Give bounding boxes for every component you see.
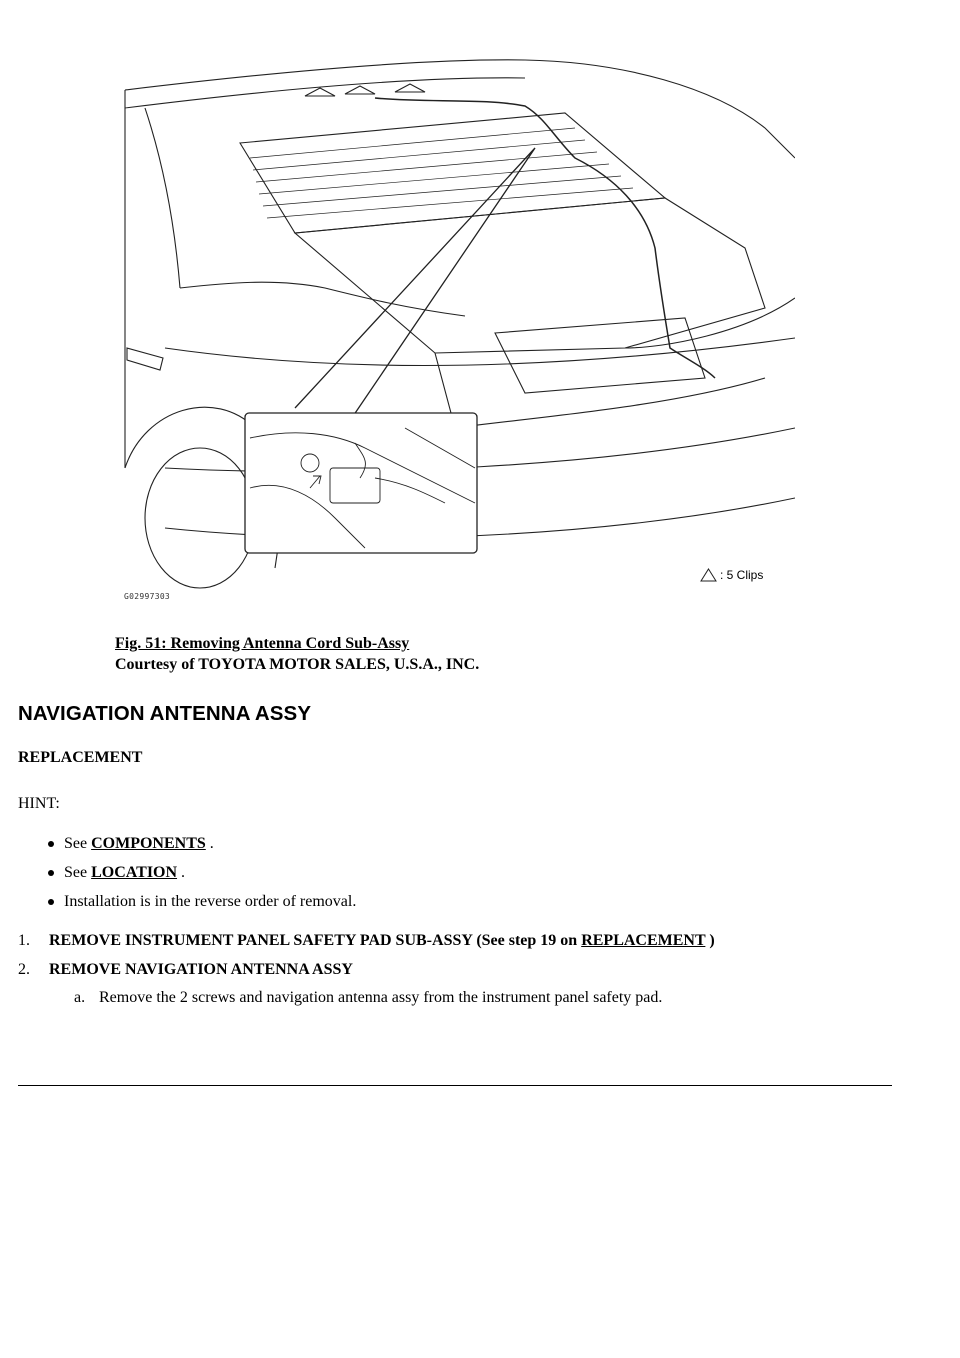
- figure-caption-title[interactable]: Fig. 51: Removing Antenna Cord Sub-Assy: [115, 635, 410, 652]
- hint-list: [48, 834, 356, 921]
- substep-text: Remove the 2 screws and navigation antenna assy from the instrument panel safety pad.: [99, 989, 663, 1006]
- step-suffix: ): [705, 932, 715, 949]
- step-item: [18, 960, 715, 989]
- substep-item: [74, 989, 662, 1007]
- figure-code: G02997303: [124, 592, 171, 601]
- list-item-suffix: .: [177, 864, 186, 881]
- list-item: [48, 863, 356, 892]
- substep-letter: a.: [74, 989, 86, 1006]
- step-item: [18, 931, 715, 960]
- step-text: REMOVE NAVIGATION ANTENNA ASSY: [49, 961, 353, 978]
- replacement-link[interactable]: REPLACEMENT: [581, 932, 706, 949]
- hint-label: HINT:: [18, 795, 60, 812]
- car-rear-trunk-drawing: [105, 48, 795, 608]
- list-item: [48, 834, 356, 863]
- list-item-text: Installation is in the reverse order of removal.: [64, 893, 357, 910]
- section-subheading: REPLACEMENT: [18, 749, 143, 766]
- procedure-steps: [18, 931, 715, 989]
- figure-caption: [115, 633, 479, 675]
- location-link[interactable]: LOCATION: [91, 864, 178, 881]
- section-heading: NAVIGATION ANTENNA ASSY: [18, 702, 312, 725]
- list-item: [48, 892, 356, 921]
- figure-illustration: [105, 48, 795, 608]
- step-number: 2.: [18, 961, 30, 978]
- list-item-suffix: .: [205, 835, 214, 852]
- legend-text: : 5 Clips: [720, 568, 764, 582]
- components-link[interactable]: COMPONENTS: [91, 835, 206, 852]
- horizontal-divider: [18, 1085, 892, 1086]
- figure-caption-courtesy: Courtesy of TOYOTA MOTOR SALES, U.S.A., INC.: [115, 656, 480, 673]
- step-text: REMOVE INSTRUMENT PANEL SAFETY PAD SUB-ASSY (See step 19 on: [49, 932, 582, 949]
- list-item-text: See: [64, 864, 92, 881]
- figure-legend: [700, 568, 763, 582]
- step-number: 1.: [18, 932, 30, 949]
- triangle-clip-icon: [700, 568, 717, 582]
- list-item-text: See: [64, 835, 92, 852]
